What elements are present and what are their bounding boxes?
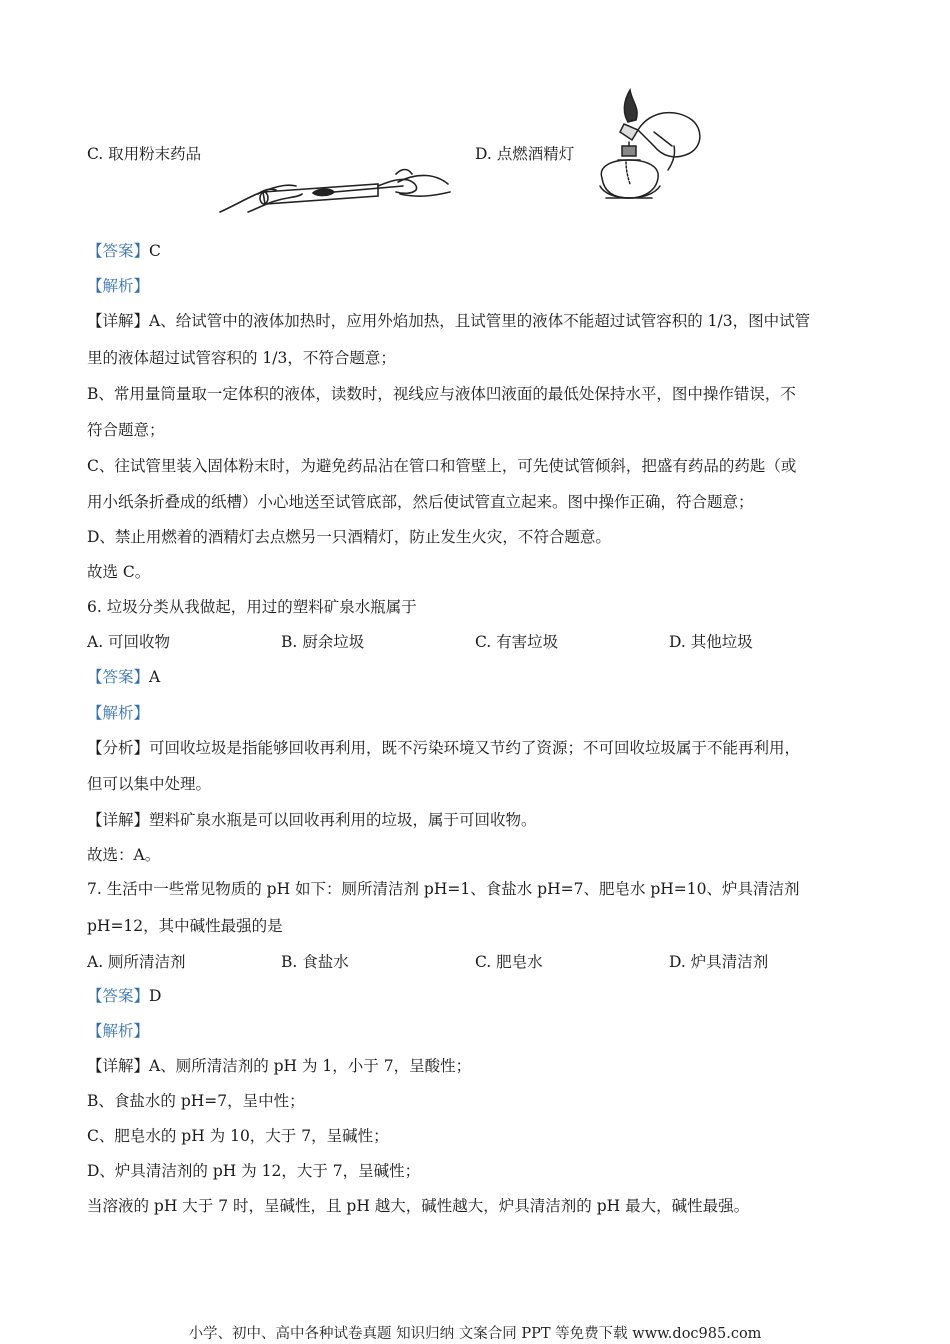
q6-analysis-line2: 但可以集中处理。	[87, 775, 212, 793]
q7-question-line1: 7. 生活中一些常见物质的 pH 如下：厕所清洁剂 pH=1、食盐水 pH=7、肥皂水 pH=10、炉具清洁剂	[87, 880, 800, 898]
q7-detail-a-text: A、厕所清洁剂的 pH 为 1，小于 7，呈酸性；	[149, 1057, 472, 1075]
q5-detail-d: D、禁止用燃着的酒精灯去点燃另一只酒精灯，防止发生火灾，不符合题意。	[87, 528, 611, 546]
alcohol-lamp-illustration	[588, 86, 710, 206]
q7-analysis-tag: 【解析】	[87, 1022, 150, 1040]
q6-question: 6. 垃圾分类从我做起，用过的塑料矿泉水瓶属于	[87, 598, 417, 616]
q5-detail-c-line1: C、往试管里装入固体粉末时，为避免药品沾在管口和管壁上，可先使试管倾斜，把盛有药品的药匙（或	[87, 457, 797, 475]
q6-analysis-line1	[87, 738, 800, 758]
q6-answer-line	[87, 667, 160, 687]
page-footer: 小学、初中、高中各种试卷真题 知识归纳 文案合同 PPT 等免费下载 www.doc985.com	[188, 1326, 762, 1342]
q5-conclusion: 故选 C。	[87, 563, 151, 581]
analysis-tag: 【分析】	[87, 739, 150, 757]
answer-tag: 【答案】	[87, 668, 150, 686]
detail-tag: 【详解】	[87, 811, 150, 829]
answer-tag: 【答案】	[87, 242, 150, 260]
q7-option-c: C. 肥皂水	[475, 953, 543, 971]
q5-detail-a-line1	[87, 311, 810, 331]
q7-option-b: B. 食盐水	[281, 953, 349, 971]
q7-detail-d: D、炉具清洁剂的 pH 为 12，大于 7，呈碱性；	[87, 1162, 421, 1180]
option-d-label: D. 点燃酒精灯	[475, 145, 575, 163]
q7-answer-line	[87, 986, 161, 1006]
q5-answer: C	[149, 242, 161, 260]
q6-option-b: B. 厨余垃圾	[281, 633, 365, 651]
q7-answer: D	[149, 987, 162, 1005]
q6-option-d: D. 其他垃圾	[669, 633, 753, 651]
powder-taking-illustration	[218, 164, 453, 218]
q7-option-d: D. 炉具清洁剂	[669, 953, 769, 971]
q7-detail-c: C、肥皂水的 pH 为 10，大于 7，呈碱性；	[87, 1127, 389, 1145]
q7-detail-a-line	[87, 1056, 471, 1076]
q5-detail-a-text1: A、给试管中的液体加热时，应用外焰加热，且试管里的液体不能超过试管容积的 1/3，图中试管	[149, 312, 811, 330]
q7-summary: 当溶液的 pH 大于 7 时，呈碱性，且 pH 越大，碱性越大，炉具清洁剂的 pH 最大，碱性最强。	[87, 1197, 750, 1215]
q5-detail-c-line2: 用小纸条折叠成的纸槽）小心地送至试管底部，然后使试管直立起来。图中操作正确，符合题意；	[87, 493, 754, 511]
q6-analysis-tag: 【解析】	[87, 704, 150, 722]
q7-option-a: A. 厕所清洁剂	[87, 953, 186, 971]
q6-option-a: A. 可回收物	[87, 633, 171, 651]
q6-analysis-text1: 可回收垃圾是指能够回收再利用，既不污染环境又节约了资源；不可回收垃圾属于不能再利用，	[149, 739, 801, 757]
detail-tag: 【详解】	[87, 312, 150, 330]
q6-conclusion: 故选：A。	[87, 846, 161, 864]
q5-answer-line	[87, 241, 161, 261]
option-c-label: C. 取用粉末药品	[87, 145, 202, 163]
q6-detail-line	[87, 810, 537, 830]
q6-detail-text: 塑料矿泉水瓶是可以回收再利用的垃圾，属于可回收物。	[149, 811, 537, 829]
q7-detail-b: B、食盐水的 pH=7，呈中性；	[87, 1092, 305, 1110]
q7-question-line2: pH=12，其中碱性最强的是	[87, 917, 283, 935]
q6-answer: A	[149, 668, 161, 686]
q5-detail-a-line2: 里的液体超过试管容积的 1/3，不符合题意；	[87, 349, 396, 367]
q5-detail-b-line1: B、常用量筒量取一定体积的液体，读数时，视线应与液体凹液面的最低处保持水平，图中操作错误，不	[87, 385, 796, 403]
q6-option-c: C. 有害垃圾	[475, 633, 559, 651]
answer-tag: 【答案】	[87, 987, 150, 1005]
q5-detail-b-line2: 符合题意；	[87, 421, 165, 439]
q5-analysis-tag: 【解析】	[87, 277, 150, 295]
detail-tag: 【详解】	[87, 1057, 150, 1075]
